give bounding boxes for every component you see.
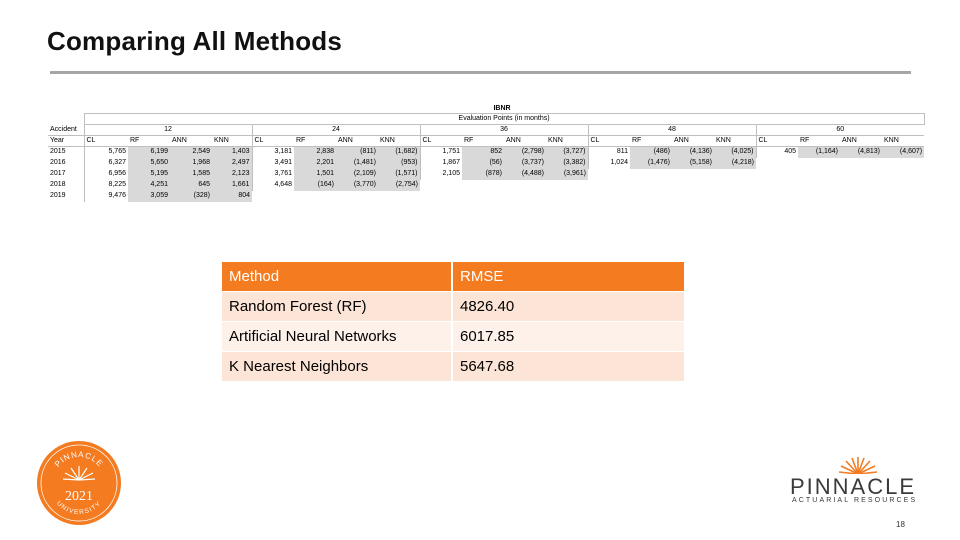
ibnr-value-cell: (3,382) [546, 158, 588, 169]
ibnr-method-header: CL [420, 136, 462, 147]
ibnr-value-cell: (328) [170, 191, 212, 202]
ibnr-year-cell: 2017 [50, 170, 66, 177]
ibnr-eval-point: 60 [756, 125, 924, 136]
ibnr-accident-label: Accident [50, 125, 77, 133]
ibnr-value-cell: 405 [756, 147, 798, 158]
ibnr-empty-cell [882, 158, 924, 169]
ibnr-method-header: CL [756, 136, 798, 147]
table-row [222, 322, 684, 352]
ibnr-value-cell: 1,968 [170, 158, 212, 169]
rmse-header-row [222, 262, 684, 292]
rmse-method-cell: K Nearest Neighbors [222, 352, 453, 382]
ibnr-value-cell: (1,476) [630, 158, 672, 169]
ibnr-empty-cell [588, 169, 630, 180]
ibnr-corner-cell [48, 114, 84, 125]
ibnr-empty-cell [714, 180, 756, 191]
ibnr-value-cell: 3,491 [252, 158, 294, 169]
ibnr-empty-cell [462, 180, 504, 191]
ibnr-value-cell: (3,770) [336, 180, 378, 191]
badge-bottom-text: UNIVERSITY [55, 499, 103, 517]
ibnr-empty-cell [756, 191, 798, 202]
ibnr-value-cell: 6,327 [84, 158, 128, 169]
ibnr-year-cell: 2019 [50, 192, 66, 199]
ibnr-value-cell: (3,727) [546, 147, 588, 158]
ibnr-method-header: KNN [212, 136, 252, 147]
ibnr-method-header: ANN [336, 136, 378, 147]
ibnr-empty-cell [798, 191, 840, 202]
ibnr-value-cell: (1,164) [798, 147, 840, 158]
ibnr-value-cell: 1,751 [420, 147, 462, 158]
table-row [222, 292, 684, 322]
ibnr-value-cell: (56) [462, 158, 504, 169]
ibnr-value-cell: (2,798) [504, 147, 546, 158]
ibnr-value-cell: (878) [462, 169, 504, 180]
ibnr-year-label: Year [48, 136, 84, 147]
pinnacle-university-badge [36, 440, 122, 526]
ibnr-method-header: KNN [882, 136, 924, 147]
ibnr-value-cell: 2,549 [170, 147, 212, 158]
ibnr-value-cell: 9,476 [84, 191, 128, 202]
ibnr-method-header: KNN [546, 136, 588, 147]
ibnr-value-cell: (4,607) [882, 147, 924, 158]
ibnr-method-header: CL [84, 136, 128, 147]
ibnr-empty-cell [882, 180, 924, 191]
ibnr-method-header: RF [798, 136, 840, 147]
ibnr-caption: IBNR [493, 105, 511, 112]
title-divider [50, 71, 911, 74]
ibnr-empty-cell [336, 191, 378, 202]
ibnr-value-cell: (3,961) [546, 169, 588, 180]
ibnr-method-header: ANN [504, 136, 546, 147]
ibnr-empty-cell [630, 169, 672, 180]
ibnr-empty-cell [462, 191, 504, 202]
ibnr-value-cell: 1,585 [170, 169, 212, 180]
ibnr-value-cell: 2,123 [212, 169, 252, 180]
rmse-header-method: Method [222, 262, 453, 292]
ibnr-value-cell: (1,682) [378, 147, 420, 158]
ibnr-empty-cell [630, 180, 672, 191]
ibnr-method-header: RF [462, 136, 504, 147]
ibnr-table-block [48, 104, 923, 202]
ibnr-method-header: KNN [714, 136, 756, 147]
ibnr-empty-cell [588, 180, 630, 191]
ibnr-year-cell: 2018 [50, 181, 66, 188]
ibnr-empty-cell [672, 169, 714, 180]
ibnr-method-header: ANN [672, 136, 714, 147]
ibnr-value-cell: 2,201 [294, 158, 336, 169]
ibnr-method-header: RF [128, 136, 170, 147]
ibnr-empty-cell [840, 191, 882, 202]
logo-tagline: ACTUARIAL RESOURCES [792, 497, 918, 504]
ibnr-eval-point: 48 [588, 125, 756, 136]
ibnr-empty-cell [504, 191, 546, 202]
ibnr-value-cell: (5,158) [672, 158, 714, 169]
table-row [222, 352, 684, 382]
ibnr-value-cell: (4,218) [714, 158, 756, 169]
ibnr-empty-cell [798, 158, 840, 169]
ibnr-empty-cell [756, 169, 798, 180]
ibnr-year-cell: 2015 [50, 148, 66, 156]
ibnr-empty-cell [840, 158, 882, 169]
logo-wordmark: PINNACLE [790, 474, 917, 499]
ibnr-value-cell: 2,497 [212, 158, 252, 169]
ibnr-method-header: ANN [840, 136, 882, 147]
ibnr-method-header: CL [588, 136, 630, 147]
ibnr-value-cell: 5,195 [128, 169, 170, 180]
ibnr-empty-cell [714, 191, 756, 202]
ibnr-value-cell: 8,225 [84, 180, 128, 191]
ibnr-empty-cell [378, 191, 420, 202]
ibnr-value-cell: 4,648 [252, 180, 294, 191]
ibnr-value-cell: 6,956 [84, 169, 128, 180]
ibnr-method-header: CL [252, 136, 294, 147]
pinnacle-logo [790, 456, 918, 506]
rmse-value-cell: 4826.40 [453, 292, 684, 322]
ibnr-empty-cell [420, 191, 462, 202]
ibnr-empty-cell [672, 191, 714, 202]
ibnr-empty-cell [672, 180, 714, 191]
ibnr-eval-header-row [48, 114, 924, 125]
ibnr-value-cell: (486) [630, 147, 672, 158]
ibnr-value-cell: 5,765 [84, 147, 128, 158]
ibnr-empty-cell [546, 180, 588, 191]
table-row [48, 180, 924, 191]
ibnr-value-cell: 852 [462, 147, 504, 158]
ibnr-value-cell: (4,488) [504, 169, 546, 180]
ibnr-method-header: ANN [170, 136, 212, 147]
ibnr-empty-cell [252, 191, 294, 202]
ibnr-value-cell: 1,024 [588, 158, 630, 169]
table-row [48, 169, 924, 180]
ibnr-value-cell: 1,867 [420, 158, 462, 169]
ibnr-empty-cell [882, 191, 924, 202]
ibnr-empty-cell [798, 180, 840, 191]
ibnr-value-cell: 804 [212, 191, 252, 202]
ibnr-value-cell: 3,761 [252, 169, 294, 180]
ibnr-empty-cell [420, 180, 462, 191]
page-number: 18 [896, 520, 905, 529]
ibnr-value-cell: 645 [170, 180, 212, 191]
sunrise-icon [838, 456, 878, 474]
ibnr-value-cell: (2,109) [336, 169, 378, 180]
ibnr-empty-cell [714, 169, 756, 180]
ibnr-empty-cell [294, 191, 336, 202]
slide-title: Comparing All Methods [47, 26, 343, 56]
ibnr-value-cell: 1,661 [212, 180, 252, 191]
ibnr-value-cell: 2,838 [294, 147, 336, 158]
rmse-value-cell: 5647.68 [453, 352, 684, 382]
rmse-table [222, 262, 684, 382]
rmse-value-cell: 6017.85 [453, 322, 684, 352]
ibnr-empty-cell [504, 180, 546, 191]
rmse-method-cell: Artificial Neural Networks [222, 322, 453, 352]
ibnr-value-cell: (2,754) [378, 180, 420, 191]
ibnr-empty-cell [882, 169, 924, 180]
ibnr-method-row [48, 136, 924, 147]
ibnr-eval-point: 12 [84, 125, 252, 136]
ibnr-method-header: RF [630, 136, 672, 147]
rmse-method-cell: Random Forest (RF) [222, 292, 453, 322]
ibnr-value-cell: 3,059 [128, 191, 170, 202]
ibnr-empty-cell [840, 180, 882, 191]
ibnr-empty-cell [840, 169, 882, 180]
ibnr-value-cell: (811) [336, 147, 378, 158]
ibnr-empty-cell [756, 158, 798, 169]
ibnr-value-cell: (4,136) [672, 147, 714, 158]
ibnr-empty-cell [756, 180, 798, 191]
ibnr-method-header: KNN [378, 136, 420, 147]
ibnr-eval-header: Evaluation Points (in months) [84, 114, 924, 125]
ibnr-value-cell: (1,481) [336, 158, 378, 169]
ibnr-value-cell: (1,571) [378, 169, 420, 180]
ibnr-value-cell: (953) [378, 158, 420, 169]
ibnr-value-cell: 1,501 [294, 169, 336, 180]
ibnr-value-cell: 811 [588, 147, 630, 158]
table-row [48, 158, 924, 169]
ibnr-value-cell: 2,105 [420, 169, 462, 180]
ibnr-empty-cell [588, 191, 630, 202]
ibnr-value-cell: 5,650 [128, 158, 170, 169]
badge-year: 2021 [65, 489, 93, 504]
ibnr-value-cell: (4,813) [840, 147, 882, 158]
ibnr-value-cell: (164) [294, 180, 336, 191]
ibnr-eval-point: 36 [420, 125, 588, 136]
ibnr-eval-points-row [48, 125, 924, 136]
ibnr-empty-cell [546, 191, 588, 202]
ibnr-table [48, 113, 925, 202]
table-row [48, 191, 924, 202]
ibnr-value-cell: 3,181 [252, 147, 294, 158]
ibnr-eval-point: 24 [252, 125, 420, 136]
ibnr-value-cell: (4,025) [714, 147, 756, 158]
ibnr-value-cell: 6,199 [128, 147, 170, 158]
ibnr-value-cell: (3,737) [504, 158, 546, 169]
badge-top-text: PINNACLE [52, 449, 106, 469]
ibnr-value-cell: 4,251 [128, 180, 170, 191]
ibnr-value-cell: 1,403 [212, 147, 252, 158]
table-row [48, 147, 924, 158]
ibnr-method-header: RF [294, 136, 336, 147]
ibnr-year-cell: 2016 [50, 159, 66, 166]
ibnr-empty-cell [630, 191, 672, 202]
ibnr-empty-cell [798, 169, 840, 180]
rmse-header-value: RMSE [453, 262, 684, 292]
